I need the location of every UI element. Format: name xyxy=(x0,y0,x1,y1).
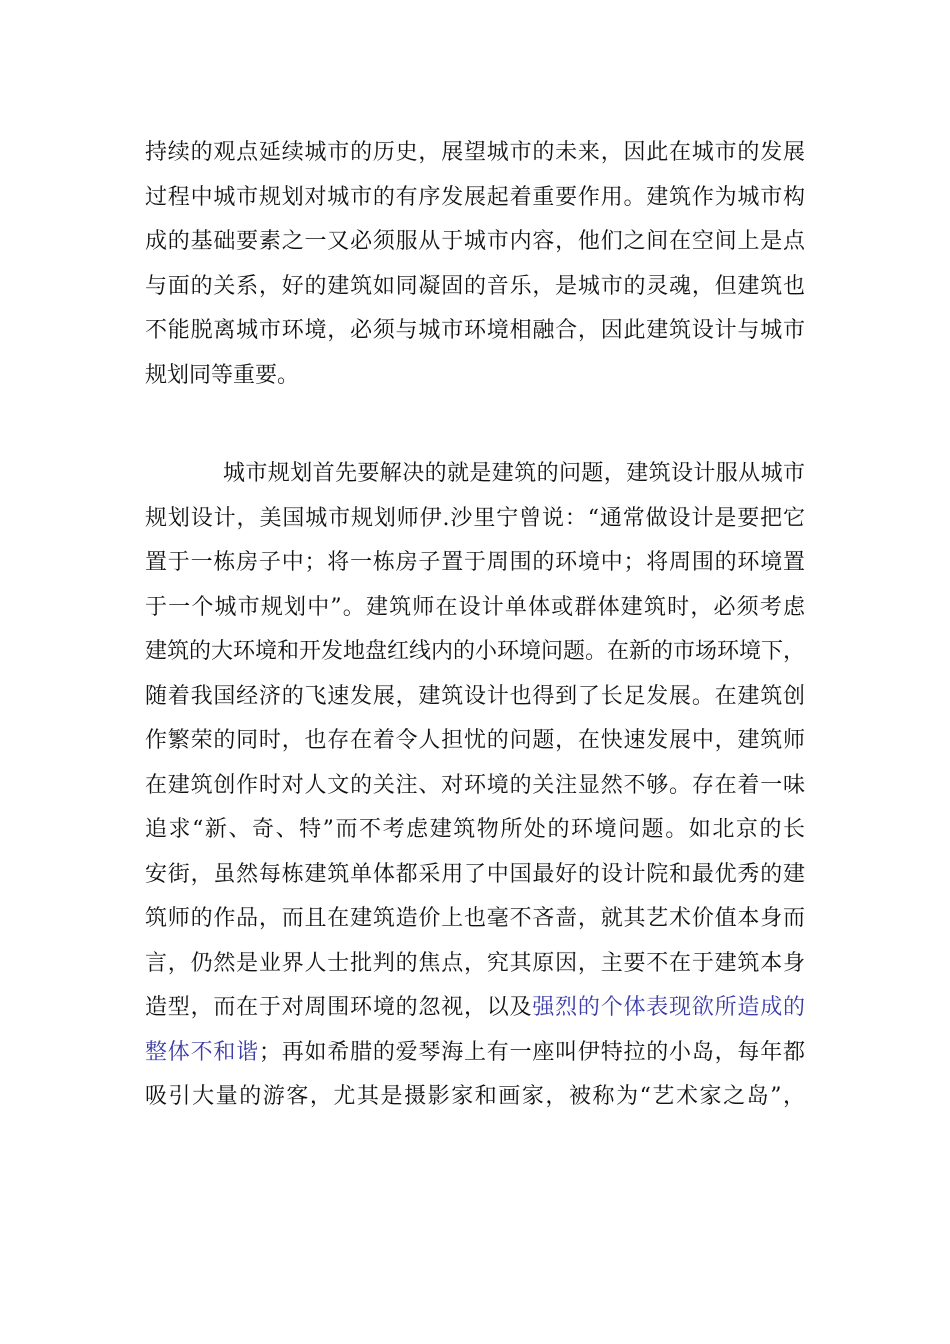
paragraph-2-line-5: 建筑的大环境和开发地盘红线内的小环境问题。在新的市场环境下， xyxy=(145,639,806,664)
paragraph-2-line-8: 在建筑创作时对人文的关注、对环境的关注显然不够。存在着一味 xyxy=(145,772,805,798)
paragraph-2-line-2: 规划设计，美国城市规划师伊.沙里宁曾说：“通常做设计是要把它 xyxy=(145,505,805,531)
paragraph-1-line-3: 成的基础要素之一又必须服从于城市内容，他们之间在空间上是点 xyxy=(145,229,805,254)
paragraph-1-line-1: 持续的观点延续城市的历史，展望城市的未来，因此在城市的发展 xyxy=(145,140,805,165)
paragraph-2-line-15: 吸引大量的游客，尤其是摄影家和画家，被称为“艺术家之岛”， xyxy=(145,1084,805,1109)
paragraph-1 xyxy=(145,131,805,398)
paragraph-2-line-3: 置于一栋房子中；将一栋房子置于周围的环境中；将周围的环境置 xyxy=(145,550,805,575)
hyperlink-individual-expression[interactable]: 强烈的个体表现欲所造成的 xyxy=(532,995,805,1020)
hyperlink-overall-disharmony[interactable]: 整体不和谐 xyxy=(145,1039,259,1065)
paragraph-2-line-4: 于一个城市规划中”。建筑师在设计单体或群体建筑时，必须考虑 xyxy=(145,594,805,620)
paragraph-2-line-14 xyxy=(145,1031,805,1076)
paragraph-1-line-2: 过程中城市规划对城市的有序发展起着重要作用。建筑作为城市构 xyxy=(145,184,805,210)
paragraph-2 xyxy=(145,452,805,1120)
paragraph-2-line-13 xyxy=(145,986,805,1031)
paragraph-2-line-11: 筑师的作品，而且在建筑造价上也毫不吝啬，就其艺术价值本身而 xyxy=(145,906,805,931)
paragraph-2-line-7: 作繁荣的同时，也存在着令人担忧的问题，在快速发展中，建筑师 xyxy=(145,728,805,753)
paragraph-2-line-9: 追求“新、奇、特”而不考虑建筑物所处的环境问题。如北京的长 xyxy=(145,817,805,842)
paragraph-1-line-5: 不能脱离城市环境，必须与城市环境相融合，因此建筑设计与城市 xyxy=(145,318,805,343)
paragraph-1-line-6: 规划同等重要。 xyxy=(145,362,300,388)
paragraph-2-line-10: 安街，虽然每栋建筑单体都采用了中国最好的设计院和最优秀的建 xyxy=(145,861,805,887)
paragraph-2-line-1: 城市规划首先要解决的就是建筑的问题，建筑设计服从城市 xyxy=(223,461,805,486)
line-13-plain-text: 造型，而在于对周围环境的忽视，以及 xyxy=(145,995,533,1020)
line-14-plain-text: ；再如希腊的爱琴海上有一座叫伊特拉的小岛，每年都 xyxy=(258,1039,805,1065)
paragraph-1-line-4: 与面的关系，好的建筑如同凝固的音乐，是城市的灵魂，但建筑也 xyxy=(145,273,805,299)
paragraph-2-line-12: 言，仍然是业界人士批判的焦点，究其原因，主要不在于建筑本身 xyxy=(145,950,805,976)
paragraph-2-line-6: 随着我国经济的飞速发展，建筑设计也得到了长足发展。在建筑创 xyxy=(145,683,805,709)
